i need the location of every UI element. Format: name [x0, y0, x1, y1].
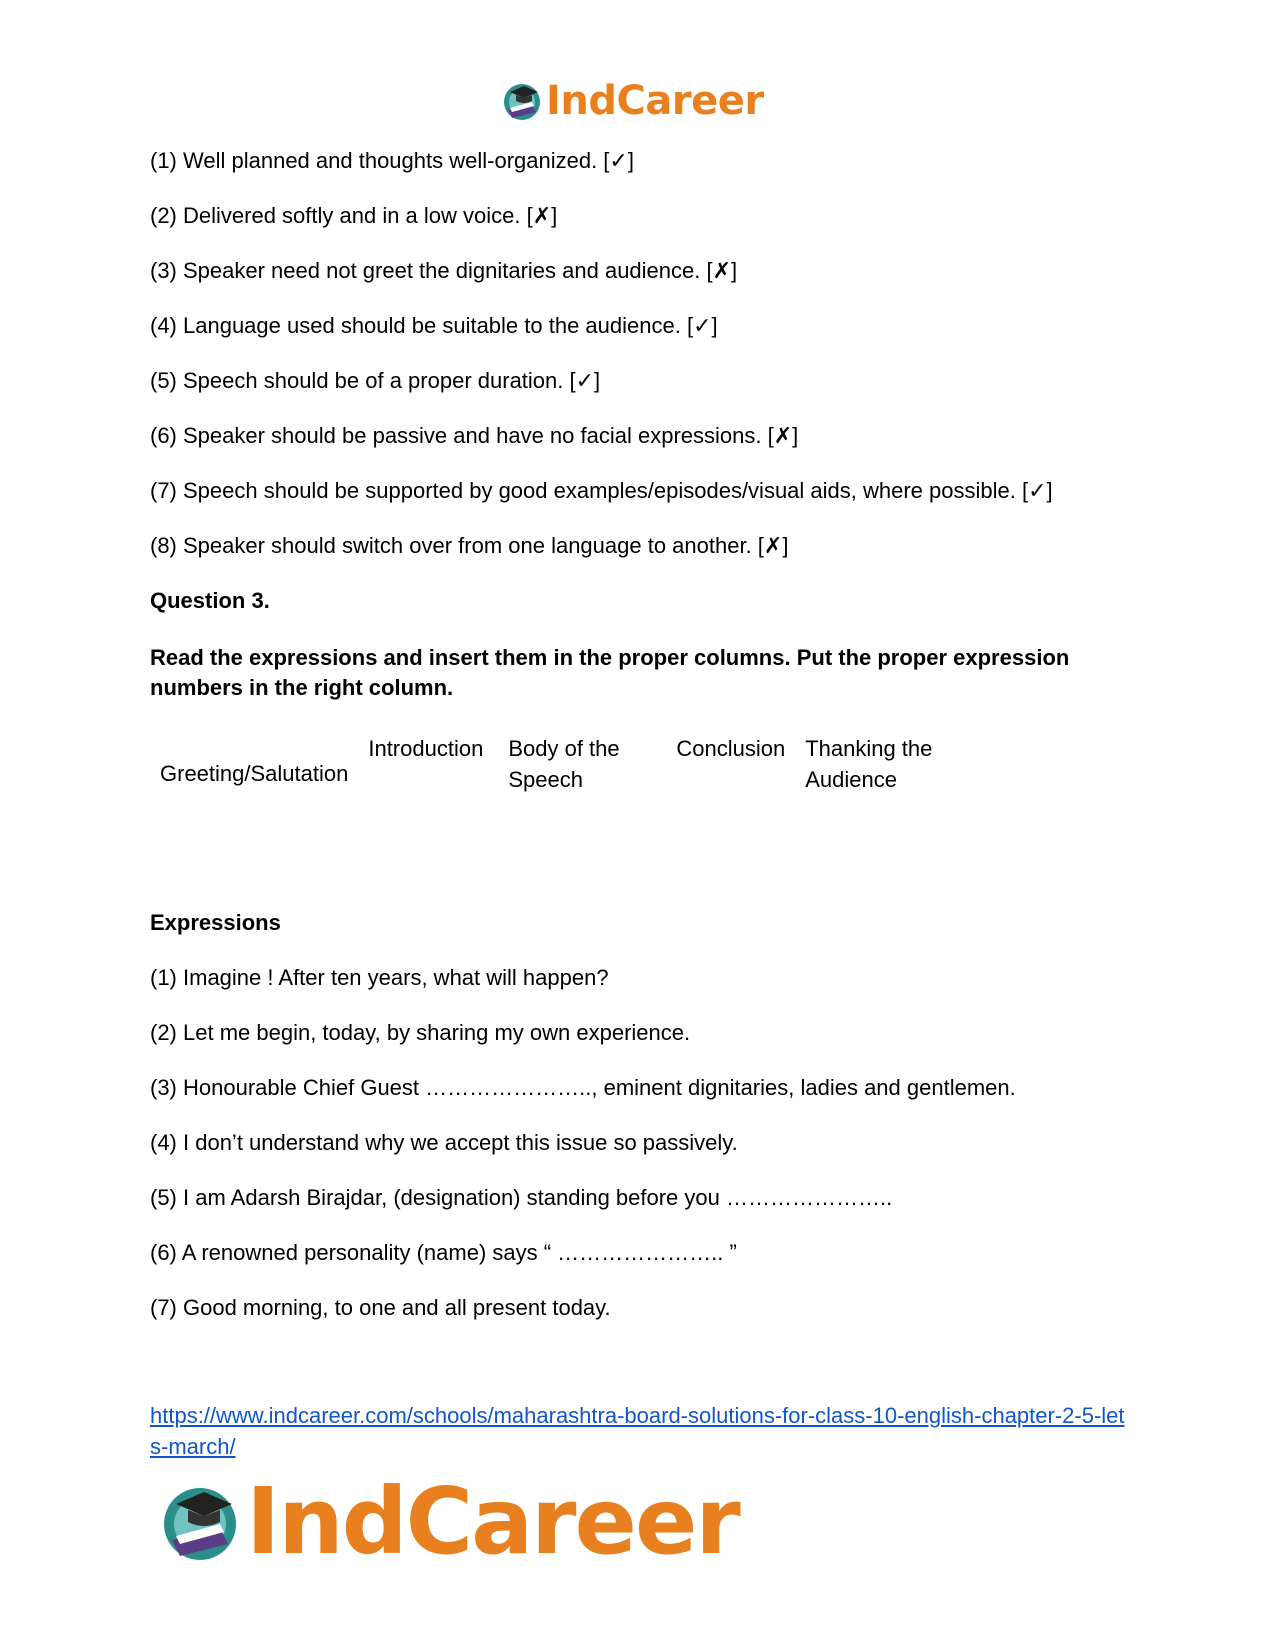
- list-item: (7) Good morning, to one and all present today.: [150, 1295, 611, 1320]
- list-item: (2) Delivered softly and in a low voice. [✗]: [150, 203, 558, 228]
- graduation-cap-globe-icon: [160, 1480, 244, 1564]
- list-item: (8) Speaker should switch over from one language to another. [✗]: [150, 533, 789, 558]
- expressions-list: [150, 965, 1130, 1321]
- indcareer-logo-top: [502, 78, 764, 124]
- list-item: (6) A renowned personality (name) says “ ………………….. ”: [150, 1240, 737, 1265]
- graduation-cap-globe-icon: [502, 80, 544, 122]
- document-body: [150, 148, 1130, 1350]
- column-header-body: Body of the Speech: [508, 736, 620, 792]
- list-item: (3) Speaker need not greet the dignitaries and audience. [✗]: [150, 258, 738, 283]
- column-header-introduction: Introduction: [368, 736, 484, 761]
- columns-table: [150, 733, 955, 795]
- question-3-instruction: Read the expressions and insert them in the proper columns. Put the proper expression numbers in the right column.: [150, 645, 1070, 700]
- list-item: (5) Speech should be of a proper duration. [✓]: [150, 368, 601, 393]
- question-3-title: Question 3.: [150, 588, 270, 613]
- list-item: (4) I don’t understand why we accept this issue so passively.: [150, 1130, 738, 1155]
- column-header-conclusion: Conclusion: [676, 736, 786, 761]
- list-item: (3) Honourable Chief Guest ………………….., eminent dignitaries, ladies and gentlemen.: [150, 1075, 1016, 1100]
- list-item: (2) Let me begin, today, by sharing my own experience.: [150, 1020, 691, 1045]
- source-link[interactable]: https://www.indcareer.com/schools/maharashtra-board-solutions-for-class-10-english-chapter-2-5-lets-march/: [150, 1403, 1125, 1459]
- list-item: (1) Imagine ! After ten years, what will happen?: [150, 965, 609, 990]
- indcareer-logo-bottom: [160, 1468, 739, 1575]
- column-header-thanking: Thanking the Audience: [805, 736, 933, 792]
- checklist: [150, 148, 1130, 559]
- column-header-greeting: Greeting/Salutation: [160, 760, 349, 786]
- list-item: (5) I am Adarsh Birajdar, (designation) standing before you …………………..: [150, 1185, 893, 1210]
- list-item: (6) Speaker should be passive and have no facial expressions. [✗]: [150, 423, 799, 448]
- list-item: (4) Language used should be suitable to the audience. [✓]: [150, 313, 718, 338]
- logo-wordmark: IndCareer: [546, 78, 764, 124]
- list-item: (1) Well planned and thoughts well-organized. [✓]: [150, 148, 634, 173]
- expressions-title: Expressions: [150, 910, 281, 935]
- logo-wordmark: IndCareer: [246, 1468, 739, 1575]
- list-item: (7) Speech should be supported by good examples/episodes/visual aids, where possible. [✓]: [150, 478, 1053, 503]
